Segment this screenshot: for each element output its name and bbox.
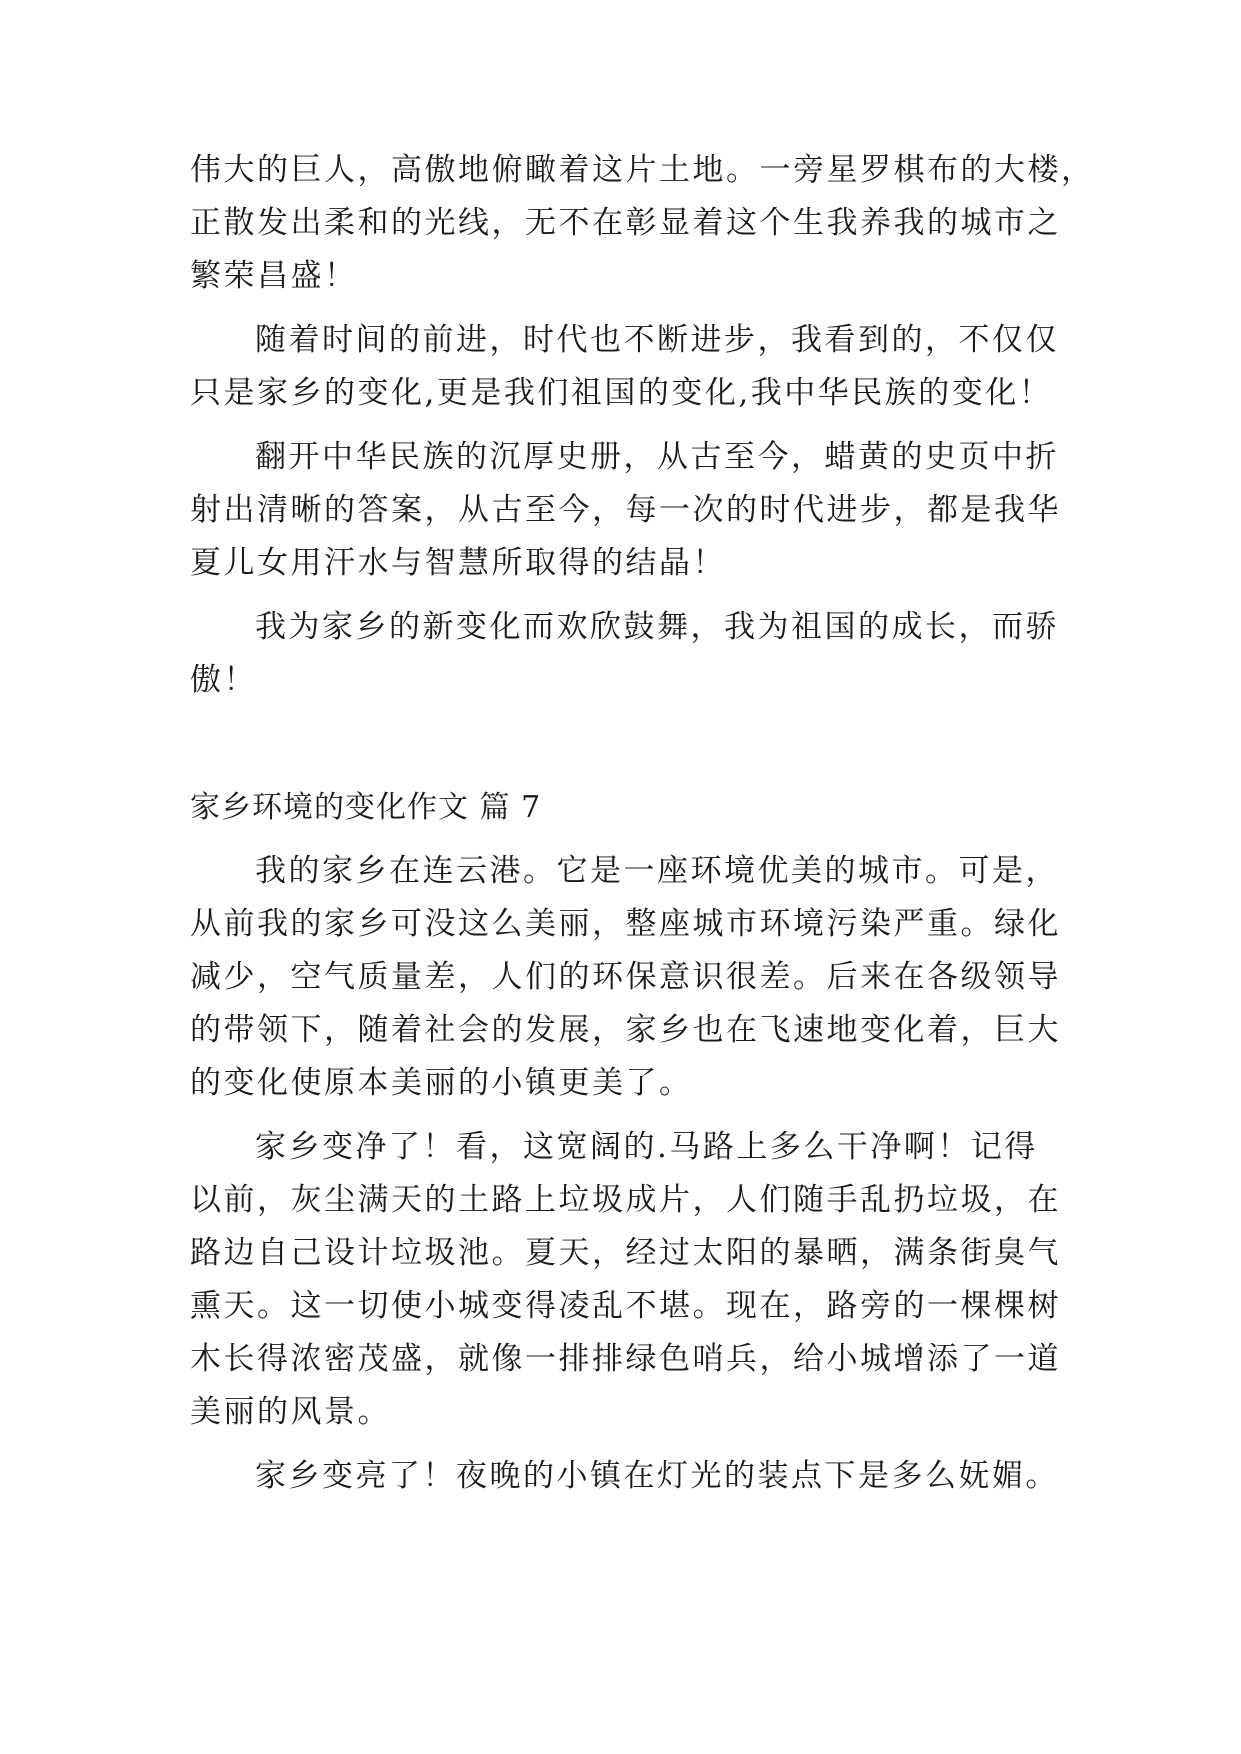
paragraph-line: 只是家乡的变化,更是我们祖国的变化,我中华民族的变化！ <box>190 375 1053 411</box>
paragraph-line: 翻开中华民族的沉厚史册，从古至今，蜡黄的史页中折 <box>255 439 1059 475</box>
paragraph-line: 减少，空气质量差，人们的环保意识很差。后来在各级领导 <box>190 959 1061 995</box>
paragraph-line: 家乡变净了！看，这宽阔的.马路上多么干净啊！记得 <box>255 1129 1038 1165</box>
paragraph-line: 的带领下，随着社会的发展，家乡也在飞速地变化着，巨大 <box>190 1012 1061 1048</box>
paragraph-line: 我为家乡的新变化而欢欣鼓舞，我为祖国的成长，而骄 <box>255 609 1059 645</box>
paragraph-line: 路边自己设计垃圾池。夏天，经过太阳的暴晒，满条街臭气 <box>190 1235 1061 1271</box>
paragraph-line: 正散发出柔和的光线，无不在彰显着这个生我养我的城市之 <box>190 205 1061 241</box>
paragraph-line: 繁荣昌盛！ <box>190 258 358 294</box>
paragraph-line: 夏儿女用汗水与智慧所取得的结晶！ <box>190 545 726 581</box>
paragraph-line: 射出清晰的答案，从古至今，每一次的时代进步，都是我华 <box>190 492 1061 528</box>
paragraph-line: 伟大的巨人，高傲地俯瞰着这片土地。一旁星罗棋布的大楼， <box>190 152 1095 188</box>
paragraph-line: 熏天。这一切使小城变得凌乱不堪。现在，路旁的一棵棵树 <box>190 1288 1061 1324</box>
paragraph-line: 随着时间的前进，时代也不断进步，我看到的，不仅仅 <box>255 322 1059 358</box>
paragraph-line: 的变化使原本美丽的小镇更美了。 <box>190 1065 693 1101</box>
paragraph-line: 以前，灰尘满天的土路上垃圾成片，人们随手乱扔垃圾，在 <box>190 1182 1061 1218</box>
paragraph-line: 傲！ <box>190 662 257 698</box>
paragraph-line: 美丽的风景。 <box>190 1394 391 1430</box>
paragraph-line: 从前我的家乡可没这么美丽，整座城市环境污染严重。绿化 <box>190 906 1061 942</box>
paragraph-line: 家乡变亮了！夜晚的小镇在灯光的装点下是多么妩媚。 <box>255 1458 1059 1494</box>
paragraph-line: 木长得浓密茂盛，就像一排排绿色哨兵，给小城增添了一道 <box>190 1341 1061 1377</box>
paragraph-line: 我的家乡在连云港。它是一座环境优美的城市。可是， <box>255 853 1059 889</box>
section-title: 家乡环境的变化作文 篇 7 <box>190 790 542 825</box>
